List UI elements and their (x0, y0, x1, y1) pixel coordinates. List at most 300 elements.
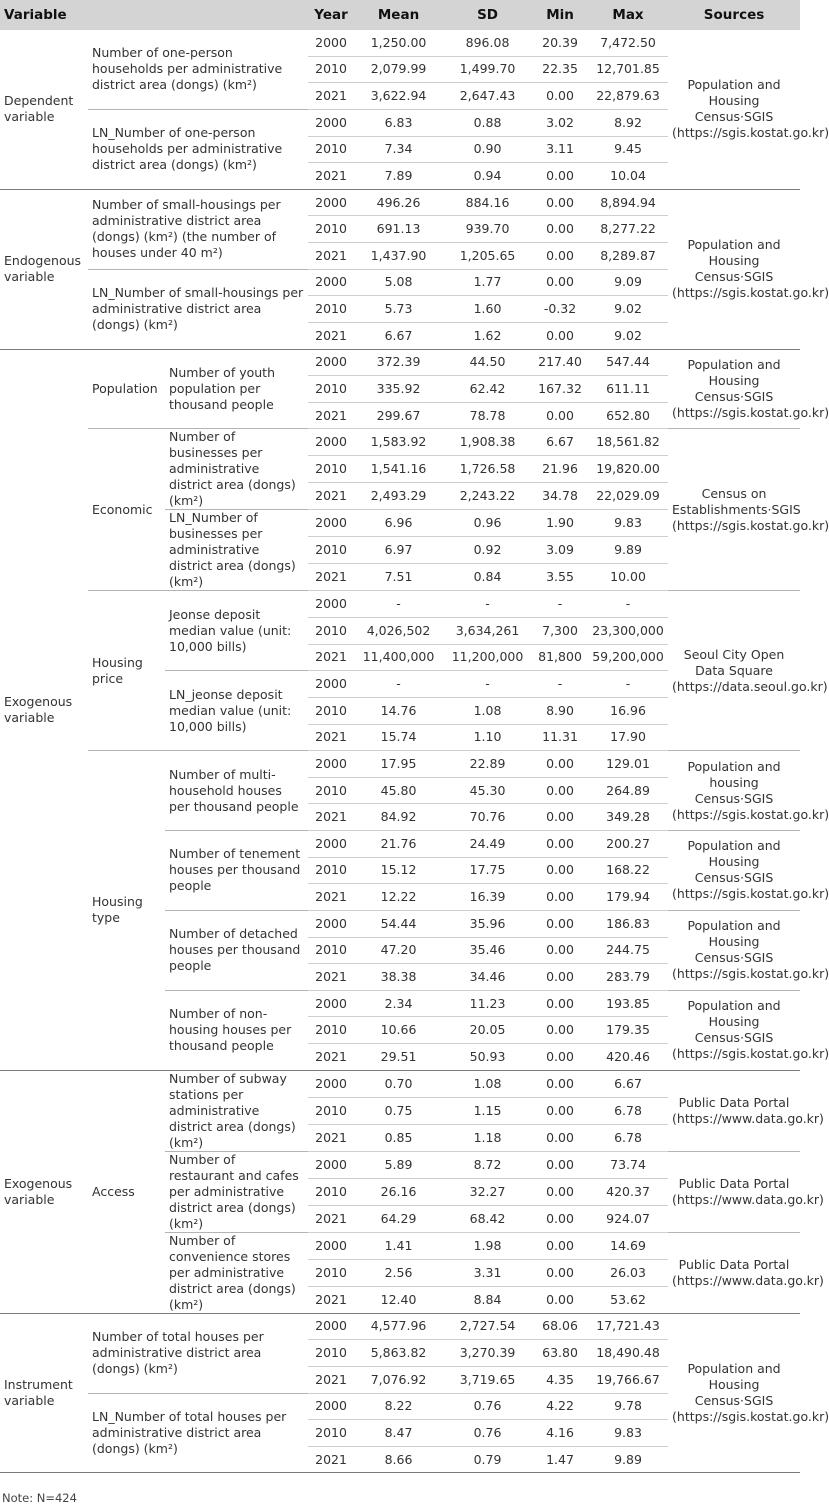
max-cell: 10.04 (588, 163, 668, 190)
table-row (0, 591, 800, 618)
sd-cell: 2,647.43 (443, 83, 532, 110)
mean-cell: 8.22 (354, 1393, 443, 1420)
max-cell: 9.45 (588, 136, 668, 163)
min-cell: - (532, 591, 588, 618)
year-cell: 2000 (308, 349, 354, 376)
max-cell: 18,490.48 (588, 1340, 668, 1367)
min-cell: 22.35 (532, 56, 588, 83)
max-cell: 10.00 (588, 564, 668, 591)
subgroup-label: Housing type (88, 751, 165, 1071)
year-cell: 2010 (308, 937, 354, 964)
sd-cell: 1,908.38 (443, 429, 532, 456)
source-cell: Population and Housing Census·SGIS (https://sgis.kostat.go.kr) (668, 831, 800, 911)
min-cell: 0.00 (532, 804, 588, 831)
source-cell: Public Data Portal (https://www.data.go.kr) (668, 1070, 800, 1151)
mean-cell: 14.76 (354, 697, 443, 724)
source-cell: Population and Housing Census·SGIS (https://sgis.kostat.go.kr) (668, 189, 800, 349)
mean-cell: 5.89 (354, 1151, 443, 1178)
header-sources: Sources (668, 0, 800, 30)
sd-cell: 1.10 (443, 724, 532, 751)
table-row (0, 429, 800, 456)
year-cell: 2000 (308, 30, 354, 56)
variable-label: Number of small-housings per administrative district area (dongs) (km²) (the number of houses under 40 m²) (88, 189, 308, 269)
max-cell: 9.02 (588, 322, 668, 349)
variable-label: Number of youth population per thousand people (165, 349, 308, 429)
max-cell: 8.92 (588, 109, 668, 136)
source-cell: Census on Establishments·SGIS (https://sgis.kostat.go.kr) (668, 429, 800, 591)
source-cell: Public Data Portal (https://www.data.go.kr) (668, 1151, 800, 1232)
year-cell: 2010 (308, 56, 354, 83)
max-cell: 179.35 (588, 1017, 668, 1044)
sd-cell: 50.93 (443, 1044, 532, 1071)
header-row (0, 0, 800, 30)
max-cell: 18,561.82 (588, 429, 668, 456)
max-cell: 7,472.50 (588, 30, 668, 56)
table-row (0, 751, 800, 778)
max-cell: 8,277.22 (588, 216, 668, 243)
header-max: Max (588, 0, 668, 30)
mean-cell: 8.47 (354, 1420, 443, 1447)
min-cell: 167.32 (532, 376, 588, 403)
max-cell: 9.89 (588, 537, 668, 564)
variable-label: Number of restaurant and cafes per administrative district area (dongs) (km²) (165, 1151, 308, 1232)
max-cell: 17,721.43 (588, 1313, 668, 1340)
mean-cell: 0.85 (354, 1124, 443, 1151)
sd-cell: 3,719.65 (443, 1366, 532, 1393)
year-cell: 2010 (308, 857, 354, 884)
sd-cell: 1.18 (443, 1124, 532, 1151)
max-cell: 349.28 (588, 804, 668, 831)
mean-cell: 6.96 (354, 510, 443, 537)
mean-cell: 5,863.82 (354, 1340, 443, 1367)
min-cell: 0.00 (532, 1097, 588, 1124)
source-cell: Population and Housing Census·SGIS (https://sgis.kostat.go.kr) (668, 990, 800, 1070)
mean-cell: 6.83 (354, 109, 443, 136)
variable-label: Number of convenience stores per administrative district area (dongs) (km²) (165, 1232, 308, 1313)
year-cell: 2021 (308, 243, 354, 270)
max-cell: 6.78 (588, 1124, 668, 1151)
min-cell: 11.31 (532, 724, 588, 751)
source-cell: Population and Housing Census·SGIS (https://sgis.kostat.go.kr) (668, 30, 800, 189)
min-cell: 8.90 (532, 697, 588, 724)
mean-cell: 1,437.90 (354, 243, 443, 270)
mean-cell: 1.41 (354, 1232, 443, 1259)
min-cell: 0.00 (532, 1259, 588, 1286)
sd-cell: 0.84 (443, 564, 532, 591)
sd-cell: 11.23 (443, 990, 532, 1017)
max-cell: 186.83 (588, 910, 668, 937)
mean-cell: 8.66 (354, 1446, 443, 1473)
max-cell: 200.27 (588, 831, 668, 858)
mean-cell: 12.40 (354, 1286, 443, 1313)
year-cell: 2021 (308, 884, 354, 911)
sd-cell: 68.42 (443, 1205, 532, 1232)
year-cell: 2000 (308, 429, 354, 456)
sd-cell: 35.96 (443, 910, 532, 937)
min-cell: 81,800 (532, 644, 588, 671)
variable-label: LN_Number of one-person households per administrative district area (dongs) (km²) (88, 109, 308, 189)
min-cell: 21.96 (532, 456, 588, 483)
sd-cell: 78.78 (443, 402, 532, 429)
min-cell: 217.40 (532, 349, 588, 376)
year-cell: 2010 (308, 697, 354, 724)
year-cell: 2021 (308, 402, 354, 429)
mean-cell: 26.16 (354, 1178, 443, 1205)
max-cell: 244.75 (588, 937, 668, 964)
group-label: Endogenous variable (0, 189, 88, 349)
max-cell: 420.46 (588, 1044, 668, 1071)
header-min: Min (532, 0, 588, 30)
year-cell: 2021 (308, 1205, 354, 1232)
year-cell: 2010 (308, 1097, 354, 1124)
sd-cell: 22.89 (443, 751, 532, 778)
year-cell: 2021 (308, 83, 354, 110)
mean-cell: 84.92 (354, 804, 443, 831)
max-cell: 26.03 (588, 1259, 668, 1286)
max-cell: 22,879.63 (588, 83, 668, 110)
mean-cell: 0.70 (354, 1070, 443, 1097)
mean-cell: 6.97 (354, 537, 443, 564)
max-cell: 6.78 (588, 1097, 668, 1124)
min-cell: 0.00 (532, 857, 588, 884)
sd-cell: 1,499.70 (443, 56, 532, 83)
sd-cell: 1.62 (443, 322, 532, 349)
year-cell: 2000 (308, 1313, 354, 1340)
source-cell: Population and Housing Census·SGIS (https://sgis.kostat.go.kr) (668, 910, 800, 990)
mean-cell: 7.51 (354, 564, 443, 591)
mean-cell: 10.66 (354, 1017, 443, 1044)
min-cell: 0.00 (532, 402, 588, 429)
sd-cell: - (443, 671, 532, 698)
variable-label: Number of businesses per administrative district area (dongs) (km²) (165, 429, 308, 510)
sd-cell: - (443, 591, 532, 618)
year-cell: 2010 (308, 618, 354, 645)
min-cell: 20.39 (532, 30, 588, 56)
min-cell: 0.00 (532, 831, 588, 858)
year-cell: 2021 (308, 1286, 354, 1313)
mean-cell: 64.29 (354, 1205, 443, 1232)
year-cell: 2021 (308, 322, 354, 349)
mean-cell: 15.74 (354, 724, 443, 751)
table-row (0, 1313, 800, 1340)
year-cell: 2000 (308, 990, 354, 1017)
year-cell: 2021 (308, 163, 354, 190)
min-cell: 68.06 (532, 1313, 588, 1340)
group-label: Exogenous variable (0, 349, 88, 1070)
year-cell: 2021 (308, 1044, 354, 1071)
mean-cell: 2.56 (354, 1259, 443, 1286)
min-cell: 4.22 (532, 1393, 588, 1420)
mean-cell: 2,493.29 (354, 483, 443, 510)
mean-cell: 15.12 (354, 857, 443, 884)
min-cell: - (532, 671, 588, 698)
sd-cell: 35.46 (443, 937, 532, 964)
mean-cell: 5.73 (354, 296, 443, 323)
mean-cell: 1,541.16 (354, 456, 443, 483)
table-note: Note: N=424 (2, 1491, 77, 1505)
min-cell: 0.00 (532, 884, 588, 911)
sd-cell: 0.90 (443, 136, 532, 163)
variable-label: LN_Number of total houses per administrative district area (dongs) (km²) (88, 1393, 308, 1473)
source-cell: Seoul City Open Data Square (https://data.seoul.go.kr) (668, 591, 800, 751)
subgroup-label: Population (88, 349, 165, 429)
year-cell: 2000 (308, 189, 354, 216)
group-label: Exogenous variable (0, 1070, 88, 1313)
sd-cell: 2,243.22 (443, 483, 532, 510)
sd-cell: 3,634,261 (443, 618, 532, 645)
mean-cell: 2.34 (354, 990, 443, 1017)
sd-cell: 62.42 (443, 376, 532, 403)
min-cell: 0.00 (532, 910, 588, 937)
min-cell: 0.00 (532, 1178, 588, 1205)
sd-cell: 0.79 (443, 1446, 532, 1473)
mean-cell: 17.95 (354, 751, 443, 778)
min-cell: -0.32 (532, 296, 588, 323)
year-cell: 2021 (308, 644, 354, 671)
sd-cell: 1.60 (443, 296, 532, 323)
variable-label: Number of subway stations per administrative district area (dongs) (km²) (165, 1070, 308, 1151)
variable-label: Number of one-person households per administrative district area (dongs) (km²) (88, 30, 308, 109)
max-cell: 547.44 (588, 349, 668, 376)
sd-cell: 8.84 (443, 1286, 532, 1313)
mean-cell: 11,400,000 (354, 644, 443, 671)
mean-cell: 2,079.99 (354, 56, 443, 83)
year-cell: 2010 (308, 376, 354, 403)
max-cell: 179.94 (588, 884, 668, 911)
max-cell: 59,200,000 (588, 644, 668, 671)
min-cell: 0.00 (532, 990, 588, 1017)
source-cell: Population and housing Census·SGIS (https://sgis.kostat.go.kr) (668, 751, 800, 831)
max-cell: 16.96 (588, 697, 668, 724)
variable-label: Jeonse deposit median value (unit: 10,000 bills) (165, 591, 308, 671)
year-cell: 2000 (308, 1232, 354, 1259)
min-cell: 3.11 (532, 136, 588, 163)
sd-cell: 34.46 (443, 964, 532, 991)
max-cell: 12,701.85 (588, 56, 668, 83)
min-cell: 3.02 (532, 109, 588, 136)
source-cell: Population and Housing Census·SGIS (https://sgis.kostat.go.kr) (668, 349, 800, 429)
max-cell: 9.78 (588, 1393, 668, 1420)
table-row (0, 189, 800, 216)
sd-cell: 939.70 (443, 216, 532, 243)
min-cell: 0.00 (532, 1044, 588, 1071)
year-cell: 2010 (308, 1259, 354, 1286)
header-sd: SD (443, 0, 532, 30)
year-cell: 2010 (308, 216, 354, 243)
mean-cell: - (354, 671, 443, 698)
year-cell: 2021 (308, 483, 354, 510)
year-cell: 2021 (308, 564, 354, 591)
year-cell: 2000 (308, 591, 354, 618)
max-cell: 9.89 (588, 1446, 668, 1473)
max-cell: 9.83 (588, 510, 668, 537)
max-cell: 611.11 (588, 376, 668, 403)
header-variable: Variable (0, 0, 308, 30)
subgroup-label: Economic (88, 429, 165, 591)
variable-label: Number of detached houses per thousand people (165, 910, 308, 990)
max-cell: 8,894.94 (588, 189, 668, 216)
sd-cell: 1.98 (443, 1232, 532, 1259)
max-cell: 23,300,000 (588, 618, 668, 645)
sd-cell: 884.16 (443, 189, 532, 216)
min-cell: 34.78 (532, 483, 588, 510)
group-label: Instrument variable (0, 1313, 88, 1473)
min-cell: 63.80 (532, 1340, 588, 1367)
max-cell: 264.89 (588, 777, 668, 804)
year-cell: 2010 (308, 537, 354, 564)
sd-cell: 8.72 (443, 1151, 532, 1178)
mean-cell: 29.51 (354, 1044, 443, 1071)
min-cell: 6.67 (532, 429, 588, 456)
min-cell: 0.00 (532, 777, 588, 804)
year-cell: 2021 (308, 804, 354, 831)
sd-cell: 0.96 (443, 510, 532, 537)
table-row (0, 30, 800, 56)
year-cell: 2021 (308, 724, 354, 751)
max-cell: 19,820.00 (588, 456, 668, 483)
variable-label: Number of non-housing houses per thousand people (165, 990, 308, 1070)
year-cell: 2000 (308, 269, 354, 296)
mean-cell: 47.20 (354, 937, 443, 964)
sd-cell: 1.77 (443, 269, 532, 296)
min-cell: 0.00 (532, 322, 588, 349)
max-cell: 9.02 (588, 296, 668, 323)
sd-cell: 70.76 (443, 804, 532, 831)
min-cell: 4.16 (532, 1420, 588, 1447)
min-cell: 0.00 (532, 1124, 588, 1151)
year-cell: 2010 (308, 136, 354, 163)
sd-cell: 3,270.39 (443, 1340, 532, 1367)
group-label: Dependent variable (0, 30, 88, 189)
min-cell: 0.00 (532, 163, 588, 190)
table-row (0, 1070, 800, 1097)
variable-label: LN_jeonse deposit median value (unit: 10,000 bills) (165, 671, 308, 751)
mean-cell: 38.38 (354, 964, 443, 991)
max-cell: 14.69 (588, 1232, 668, 1259)
min-cell: 0.00 (532, 1286, 588, 1313)
variable-label: Number of multi-household houses per thousand people (165, 751, 308, 831)
variable-label: Number of total houses per administrative district area (dongs) (km²) (88, 1313, 308, 1393)
max-cell: 283.79 (588, 964, 668, 991)
min-cell: 0.00 (532, 1205, 588, 1232)
sd-cell: 20.05 (443, 1017, 532, 1044)
variable-label: LN_Number of small-housings per administrative district area (dongs) (km²) (88, 269, 308, 349)
max-cell: 193.85 (588, 990, 668, 1017)
sd-cell: 2,727.54 (443, 1313, 532, 1340)
year-cell: 2000 (308, 671, 354, 698)
mean-cell: 0.75 (354, 1097, 443, 1124)
sd-cell: 16.39 (443, 884, 532, 911)
source-cell: Population and Housing Census·SGIS (https://sgis.kostat.go.kr) (668, 1313, 800, 1473)
min-cell: 3.09 (532, 537, 588, 564)
min-cell: 0.00 (532, 83, 588, 110)
mean-cell: 4,026,502 (354, 618, 443, 645)
year-cell: 2000 (308, 1151, 354, 1178)
min-cell: 4.35 (532, 1366, 588, 1393)
sd-cell: 0.92 (443, 537, 532, 564)
year-cell: 2010 (308, 1420, 354, 1447)
min-cell: 0.00 (532, 216, 588, 243)
max-cell: - (588, 671, 668, 698)
subgroup-label: Housing price (88, 591, 165, 751)
mean-cell: 3,622.94 (354, 83, 443, 110)
max-cell: 73.74 (588, 1151, 668, 1178)
min-cell: 0.00 (532, 243, 588, 270)
year-cell: 2000 (308, 831, 354, 858)
max-cell: 22,029.09 (588, 483, 668, 510)
mean-cell: 299.67 (354, 402, 443, 429)
sd-cell: 1,205.65 (443, 243, 532, 270)
min-cell: 3.55 (532, 564, 588, 591)
sd-cell: 1.08 (443, 1070, 532, 1097)
header-mean: Mean (354, 0, 443, 30)
year-cell: 2000 (308, 109, 354, 136)
max-cell: - (588, 591, 668, 618)
sd-cell: 44.50 (443, 349, 532, 376)
mean-cell: 7,076.92 (354, 1366, 443, 1393)
mean-cell: 54.44 (354, 910, 443, 937)
mean-cell: 496.26 (354, 189, 443, 216)
year-cell: 2000 (308, 751, 354, 778)
mean-cell: 372.39 (354, 349, 443, 376)
year-cell: 2010 (308, 1340, 354, 1367)
min-cell: 7,300 (532, 618, 588, 645)
max-cell: 924.07 (588, 1205, 668, 1232)
max-cell: 53.62 (588, 1286, 668, 1313)
max-cell: 9.09 (588, 269, 668, 296)
mean-cell: 1,583.92 (354, 429, 443, 456)
max-cell: 652.80 (588, 402, 668, 429)
year-cell: 2010 (308, 296, 354, 323)
max-cell: 129.01 (588, 751, 668, 778)
min-cell: 0.00 (532, 189, 588, 216)
year-cell: 2000 (308, 1393, 354, 1420)
year-cell: 2010 (308, 1178, 354, 1205)
year-cell: 2010 (308, 456, 354, 483)
min-cell: 0.00 (532, 1070, 588, 1097)
year-cell: 2021 (308, 964, 354, 991)
max-cell: 19,766.67 (588, 1366, 668, 1393)
sd-cell: 32.27 (443, 1178, 532, 1205)
min-cell: 0.00 (532, 751, 588, 778)
min-cell: 0.00 (532, 269, 588, 296)
sd-cell: 0.88 (443, 109, 532, 136)
mean-cell: - (354, 591, 443, 618)
sd-cell: 11,200,000 (443, 644, 532, 671)
sd-cell: 0.94 (443, 163, 532, 190)
min-cell: 0.00 (532, 964, 588, 991)
max-cell: 8,289.87 (588, 243, 668, 270)
mean-cell: 691.13 (354, 216, 443, 243)
mean-cell: 7.34 (354, 136, 443, 163)
sd-cell: 0.76 (443, 1393, 532, 1420)
header-year: Year (308, 0, 354, 30)
sd-cell: 1.08 (443, 697, 532, 724)
variable-label: LN_Number of businesses per administrative district area (dongs) (km²) (165, 510, 308, 591)
year-cell: 2000 (308, 910, 354, 937)
subgroup-label: Access (88, 1070, 165, 1313)
table-row (0, 349, 800, 376)
year-cell: 2021 (308, 1446, 354, 1473)
year-cell: 2021 (308, 1366, 354, 1393)
mean-cell: 7.89 (354, 163, 443, 190)
year-cell: 2010 (308, 777, 354, 804)
variable-label: Number of tenement houses per thousand people (165, 831, 308, 911)
source-cell: Public Data Portal (https://www.data.go.kr) (668, 1232, 800, 1313)
min-cell: 0.00 (532, 1232, 588, 1259)
min-cell: 0.00 (532, 937, 588, 964)
mean-cell: 45.80 (354, 777, 443, 804)
